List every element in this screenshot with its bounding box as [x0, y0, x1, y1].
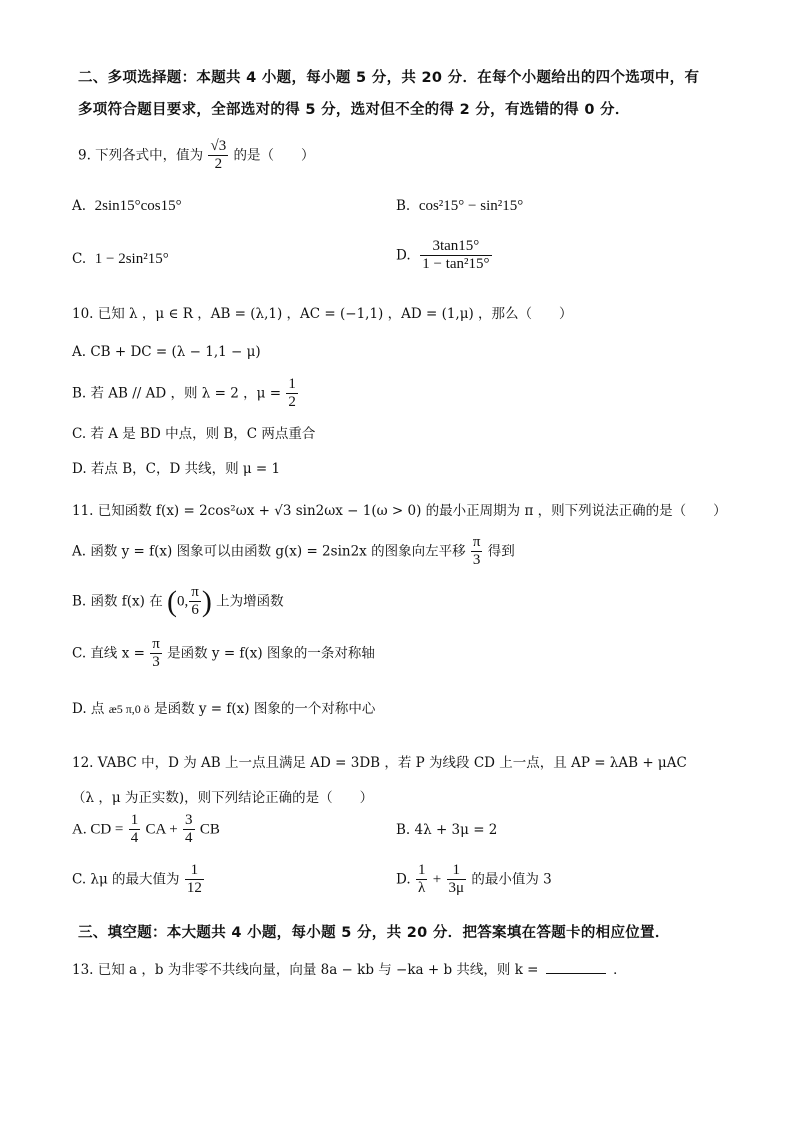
q12-option-d-label: D. — [396, 871, 411, 888]
q12-option-d-f1-den: λ — [418, 880, 426, 897]
section2-heading-line1: 二、多项选择题：本题共 4 小题，每小题 5 分，共 20 分．在每个小题给出的四个选项中，有 — [78, 70, 700, 86]
q10-option-b-text: B. 若 AB // AD ，则 λ = 2 ，μ = — [72, 385, 282, 402]
q12-option-d-plus: + — [432, 871, 442, 888]
q11-option-a — [72, 534, 515, 570]
question-11-stem: 11. 已知函数 f(x) = 2cos²ωx + √3 sin2ωx − 1(ω > 0) 的最小正周期为 π ，则下列说法正确的是（ ） — [72, 503, 727, 519]
q11-option-a-num: π — [471, 534, 483, 552]
q10-option-c: C. 若 A 是 BD 中点，则 B，C 两点重合 — [72, 426, 316, 442]
q9-frac-num: √3 — [208, 138, 228, 156]
q12-option-d-f1-num: 1 — [416, 862, 428, 880]
section3-heading: 三、填空题：本大题共 4 小题，每小题 5 分，共 20 分．把答案填在答题卡的相应位置． — [78, 925, 670, 941]
question-9-stem — [78, 138, 315, 174]
q12-option-a-fraction-2 — [183, 812, 195, 848]
q11-option-b-text: B. 函数 f(x) 在 — [72, 593, 163, 610]
q12-option-a-fraction-1 — [129, 812, 141, 848]
q12-option-d-f2-den: 3μ — [448, 880, 465, 897]
q13-stem-tail: ． — [613, 962, 627, 978]
question-13 — [72, 958, 627, 978]
q12-option-d-tail: 的最小值为 3 — [471, 871, 552, 888]
q11-option-b — [72, 584, 284, 620]
q9-option-c — [72, 251, 169, 268]
q11-option-a-fraction — [471, 534, 483, 570]
q9-option-a-text: 2sin15°cos15° — [94, 198, 182, 214]
q11-option-b-fraction — [189, 584, 201, 620]
q9-option-c-label: C. — [72, 251, 87, 267]
q12-option-a-text: A. CD = — [72, 821, 124, 838]
q9-option-d-fraction — [420, 238, 491, 274]
question-10-stem: 10. 已知 λ ，μ ∈ R ，AB = (λ,1) ，AC = (−1,1) ，AD = (1,μ) ，那么（ ） — [72, 306, 573, 322]
question-12-stem-line1: 12. VABC 中，D 为 AB 上一点且满足 AD = 3DB ，若 P 为线段 CD 上一点，且 AP = λAB + μAC — [72, 755, 687, 771]
q9-option-d-label: D. — [396, 247, 411, 264]
q12-option-c-num: 1 — [185, 862, 204, 880]
q11-option-d-text: D. 点 — [72, 701, 105, 717]
q9-fraction — [208, 138, 228, 174]
q11-option-c-den: 3 — [152, 654, 160, 671]
q11-option-b-interval: 0, — [177, 593, 189, 610]
q12-option-a-f1-den: 4 — [130, 830, 139, 847]
q12-option-a-f1-num: 1 — [129, 812, 141, 830]
q10-option-a: A. CB + DC = (λ − 1,1 − μ) — [72, 344, 261, 360]
q11-option-c-tail: 是函数 y = f(x) 图象的一条对称轴 — [167, 645, 375, 662]
q9-stem-tail: 的是（ ） — [233, 147, 315, 164]
q12-option-c-den: 12 — [186, 880, 202, 897]
q12-option-a-mid: CA + — [145, 821, 178, 838]
q11-option-a-text: A. 函数 y = f(x) 图象可以由函数 g(x) = 2sin2x 的图象向左平移 — [72, 543, 466, 560]
question-12-stem-line2: （λ ，μ 为正实数)，则下列结论正确的是（ ） — [72, 790, 374, 806]
q9-option-b-label: B. — [396, 198, 411, 214]
q11-option-d — [72, 697, 375, 717]
section2-heading-line2: 多项符合题目要求，全部选对的得 5 分，选对但不全的得 2 分，有选错的得 0 分． — [78, 102, 630, 118]
q13-answer-blank[interactable] — [546, 961, 606, 974]
q9-option-a — [72, 198, 182, 215]
q11-option-b-num: π — [189, 584, 201, 602]
q11-option-c — [72, 636, 375, 672]
q12-option-a-f2-num: 3 — [183, 812, 195, 830]
q11-option-c-text: C. 直线 x = — [72, 645, 145, 662]
q10-option-b-num: 1 — [286, 376, 298, 394]
q9-option-b-text: cos²15° − sin²15° — [418, 198, 524, 214]
q12-option-c-text: C. λμ 的最大值为 — [72, 871, 180, 888]
q12-option-c-fraction — [185, 862, 204, 898]
q12-option-d-f2-num: 1 — [447, 862, 467, 880]
q9-option-c-text: 1 − 2sin²15° — [94, 251, 169, 267]
q12-option-a — [72, 812, 220, 848]
q10-option-b-fraction — [286, 376, 298, 412]
q12-option-c — [72, 862, 205, 898]
q12-option-d-fraction-1 — [416, 862, 428, 898]
q11-option-c-num: π — [150, 636, 162, 654]
q9-option-b — [396, 198, 523, 215]
q9-frac-den: 2 — [214, 156, 223, 173]
q10-option-d: D. 若点 B，C，D 共线，则 μ = 1 — [72, 461, 281, 477]
q12-option-a-tail: CB — [199, 821, 220, 838]
q11-option-a-tail: 得到 — [487, 543, 515, 560]
q9-stem-text: 9. 下列各式中，值为 — [78, 147, 204, 164]
q11-option-b-den: 6 — [191, 602, 199, 619]
q12-option-d-fraction-2 — [447, 862, 467, 898]
q9-option-d-num: 3tan15° — [420, 238, 491, 256]
q11-option-b-rparen: ) — [201, 584, 212, 618]
q11-option-b-tail: 上为增函数 — [216, 593, 284, 610]
q10-option-b-den: 2 — [288, 394, 296, 411]
q9-option-a-label: A. — [72, 198, 87, 214]
q9-option-d-den: 1 − tan²15° — [422, 256, 490, 273]
q11-option-d-tail: 是函数 y = f(x) 图象的一个对称中心 — [154, 701, 376, 717]
q12-option-b: B. 4λ + 3μ = 2 — [396, 822, 498, 838]
q11-option-d-point: æ5 π,0 ö — [108, 702, 150, 716]
q10-option-b — [72, 376, 299, 412]
q13-stem-text: 13. 已知 a ，b 为非零不共线向量，向量 8a − kb 与 −ka + b 共线，则 k = — [72, 962, 539, 978]
q9-option-d — [396, 238, 493, 274]
q11-option-a-den: 3 — [472, 552, 481, 569]
q11-option-c-fraction — [150, 636, 162, 672]
q11-option-b-lparen: ( — [167, 584, 178, 618]
q12-option-d — [396, 862, 552, 898]
q12-option-a-f2-den: 4 — [185, 830, 193, 847]
